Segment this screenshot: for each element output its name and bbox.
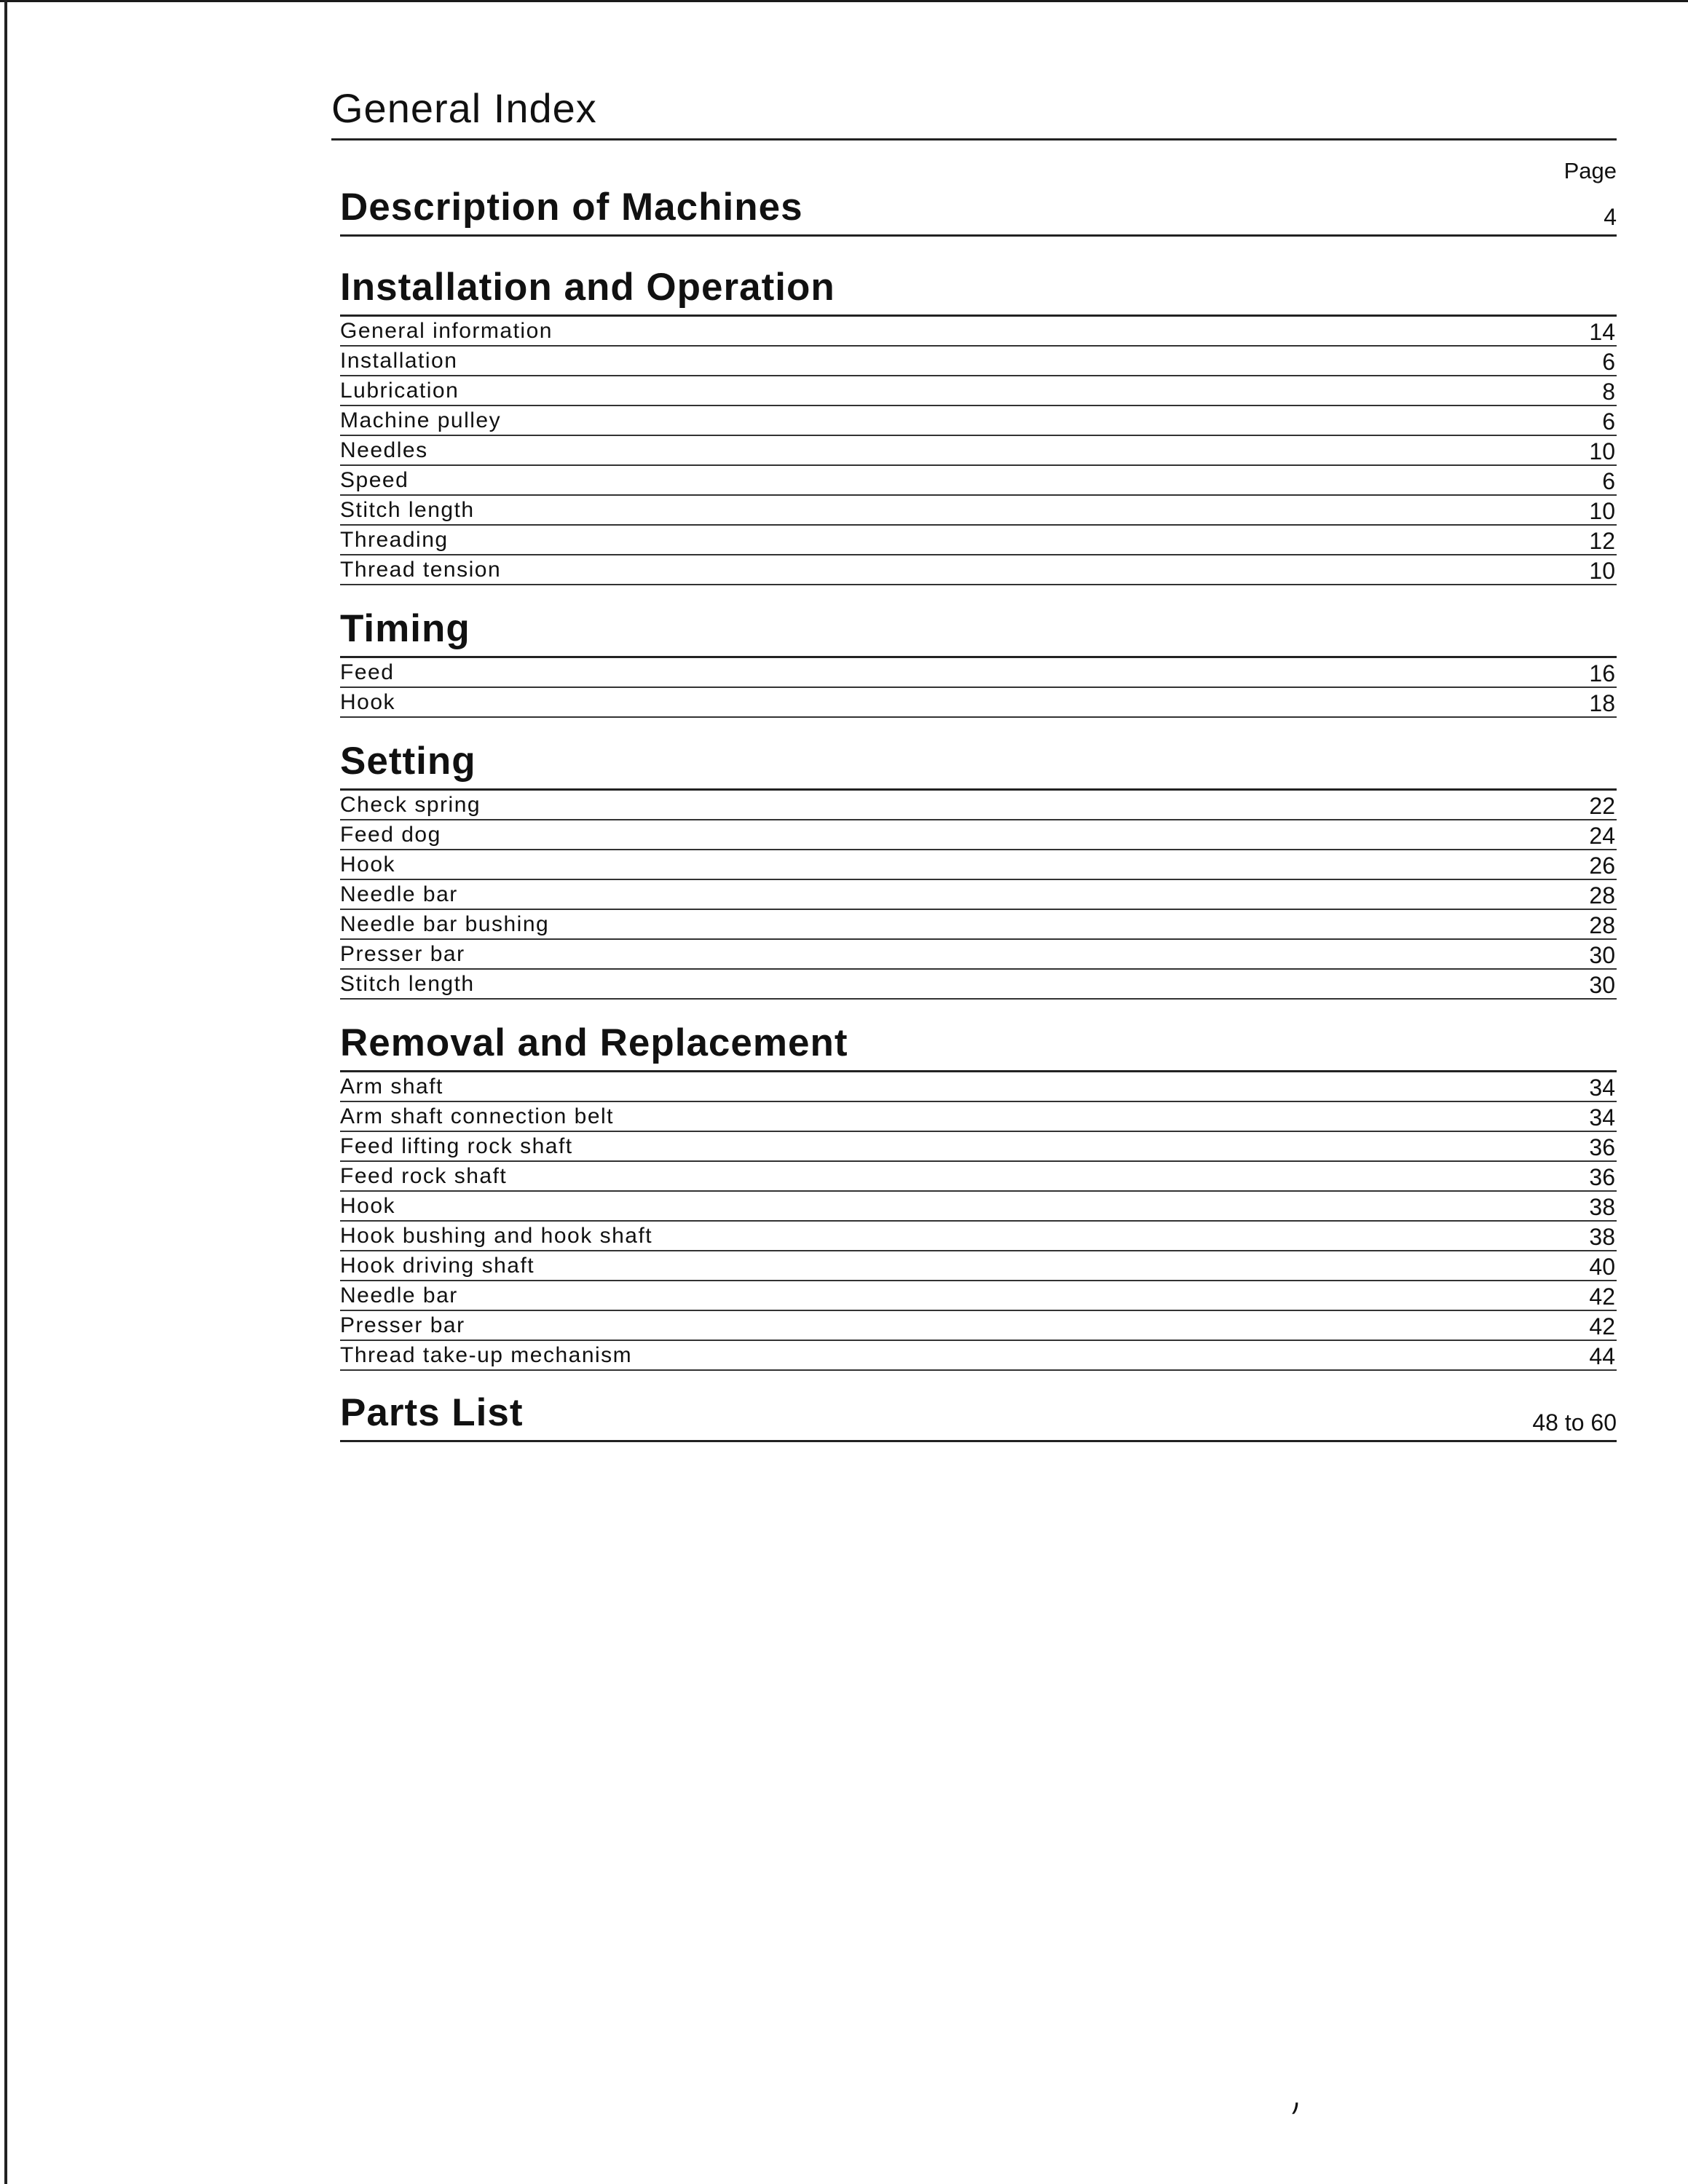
index-entry[interactable]: [340, 1251, 1617, 1281]
entry-page: 42: [1589, 1283, 1615, 1310]
section-parts-header[interactable]: [340, 1391, 1617, 1442]
entry-label: Hook driving shaft: [340, 1253, 535, 1278]
entry-label: Lubrication: [340, 379, 460, 403]
entry-label: Stitch length: [340, 971, 475, 996]
section-timing: [340, 607, 1617, 718]
entry-page: 34: [1589, 1104, 1615, 1131]
index-entry[interactable]: [340, 347, 1617, 376]
entry-page: 44: [1589, 1342, 1615, 1369]
index-entry[interactable]: [340, 1281, 1617, 1311]
page-title: General Index: [331, 84, 1617, 141]
entry-page: 26: [1589, 852, 1615, 879]
entry-page: 12: [1589, 528, 1615, 555]
entry-label: Needles: [340, 438, 428, 463]
entry-label: Feed rock shaft: [340, 1163, 508, 1188]
entry-list: [340, 658, 1617, 718]
entry-label: Check spring: [340, 792, 481, 817]
index-entry[interactable]: [340, 940, 1617, 970]
entry-page: 36: [1589, 1133, 1615, 1160]
index-entry[interactable]: [340, 1132, 1617, 1162]
entry-page: 6: [1602, 408, 1615, 435]
index-entry[interactable]: [340, 555, 1617, 585]
section-description-header[interactable]: [340, 186, 1617, 237]
index-entry[interactable]: [340, 406, 1617, 436]
index-entry[interactable]: [340, 496, 1617, 526]
section-installation: [340, 266, 1617, 585]
section-title: Timing: [340, 607, 470, 651]
section-description: [340, 186, 1617, 237]
scan-edge-top: [0, 0, 1688, 2]
section-page-number: 4: [1604, 204, 1617, 231]
index-entry[interactable]: [340, 688, 1617, 718]
entry-list: [340, 317, 1617, 585]
entry-label: Hook: [340, 690, 396, 714]
entry-label: Needle bar bushing: [340, 911, 550, 936]
section-installation-header: [340, 266, 1617, 317]
section-setting-header: [340, 740, 1617, 791]
section-title: Setting: [340, 740, 476, 783]
index-entry[interactable]: [340, 658, 1617, 688]
section-removal-header: [340, 1021, 1617, 1072]
entry-label: Presser bar: [340, 1313, 465, 1337]
index-entry[interactable]: [340, 1311, 1617, 1341]
entry-label: Hook: [340, 1193, 396, 1218]
section-title: Removal and Replacement: [340, 1021, 848, 1064]
index-entry[interactable]: [340, 376, 1617, 406]
entry-page: 28: [1589, 882, 1615, 909]
index-entry[interactable]: [340, 880, 1617, 910]
entry-page: 30: [1589, 971, 1615, 998]
entry-label: Installation: [340, 349, 458, 373]
entry-page: 8: [1602, 379, 1615, 405]
entry-page: 22: [1589, 792, 1615, 819]
index-entry[interactable]: [340, 1192, 1617, 1222]
entry-label: Hook: [340, 852, 396, 877]
entry-page: 10: [1589, 438, 1615, 465]
entry-page: 16: [1589, 660, 1615, 687]
entry-list: [340, 1072, 1617, 1371]
entry-page: 38: [1589, 1223, 1615, 1250]
scan-edge-left: [4, 0, 7, 2184]
index-entry[interactable]: [340, 526, 1617, 555]
section-timing-header: [340, 607, 1617, 658]
entry-label: Arm shaft: [340, 1074, 443, 1099]
entry-page: 10: [1589, 498, 1615, 525]
entry-page: 6: [1602, 468, 1615, 495]
section-removal: [340, 1021, 1617, 1371]
index-entry[interactable]: [340, 1102, 1617, 1132]
entry-label: Stitch length: [340, 498, 475, 523]
entry-page: 14: [1589, 319, 1615, 346]
entry-label: Needle bar: [340, 1283, 458, 1307]
entry-label: Thread tension: [340, 558, 502, 582]
entry-label: Feed dog: [340, 822, 441, 847]
entry-page: 38: [1589, 1193, 1615, 1220]
entry-label: Feed: [340, 660, 395, 684]
entry-page: 42: [1589, 1313, 1615, 1340]
index-entry[interactable]: [340, 1072, 1617, 1102]
entry-page: 6: [1602, 349, 1615, 376]
index-entry[interactable]: [340, 466, 1617, 496]
entry-label: General information: [340, 319, 553, 344]
index-entry[interactable]: [340, 1162, 1617, 1192]
index-entry[interactable]: [340, 910, 1617, 940]
entry-label: Presser bar: [340, 941, 465, 966]
entry-page: 10: [1589, 558, 1615, 585]
entry-label: Hook bushing and hook shaft: [340, 1223, 653, 1248]
entry-page: 40: [1589, 1253, 1615, 1280]
entry-page: 36: [1589, 1163, 1615, 1190]
entry-page: 30: [1589, 941, 1615, 968]
entry-list: [340, 791, 1617, 1000]
entry-label: Speed: [340, 468, 409, 493]
index-entry[interactable]: [340, 436, 1617, 466]
entry-label: Needle bar: [340, 882, 458, 906]
section-title: Installation and Operation: [340, 266, 835, 309]
entry-label: Thread take-up mechanism: [340, 1342, 633, 1367]
stray-pen-mark: ⹜: [1291, 2086, 1299, 2116]
index-entry[interactable]: [340, 1341, 1617, 1371]
index-entry[interactable]: [340, 317, 1617, 347]
entry-page: 28: [1589, 911, 1615, 938]
section-parts-list: [340, 1391, 1617, 1442]
entry-page: 24: [1589, 822, 1615, 849]
section-page-number: 48 to 60: [1532, 1409, 1617, 1436]
index-entry[interactable]: [340, 850, 1617, 880]
index-entry[interactable]: [340, 1222, 1617, 1251]
page-column-header: Page: [1563, 158, 1617, 184]
index-entry[interactable]: [340, 791, 1617, 820]
index-page: [331, 84, 1617, 1442]
entry-label: Threading: [340, 528, 449, 553]
section-title: Description of Machines: [340, 186, 803, 229]
index-entry[interactable]: [340, 820, 1617, 850]
index-entry[interactable]: [340, 970, 1617, 1000]
entry-label: Machine pulley: [340, 408, 502, 433]
section-title: Parts List: [340, 1390, 524, 1434]
entry-label: Feed lifting rock shaft: [340, 1133, 573, 1158]
entry-page: 18: [1589, 690, 1615, 716]
entry-page: 34: [1589, 1074, 1615, 1101]
section-setting: [340, 740, 1617, 1000]
entry-label: Arm shaft connection belt: [340, 1104, 615, 1128]
